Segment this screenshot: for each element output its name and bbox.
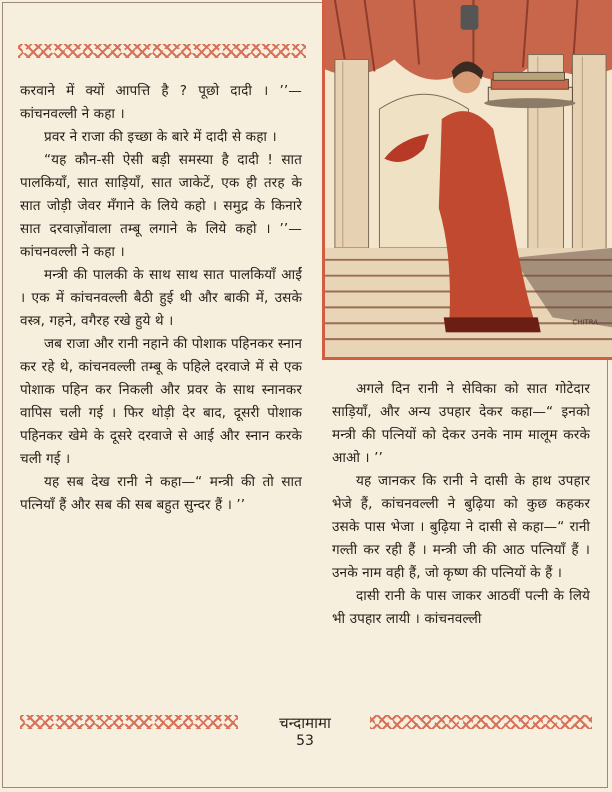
paragraph: अगले दिन रानी ने सेविका को सात गोटेदार साड़ियाँ, और अन्य उपहार देकर कहा—“ इनको मन्त्री की पत्नियों को देकर उनके नाम मालूम करके आओ । ’’ (332, 381, 590, 466)
paragraph: प्रवर ने राजा की इच्छा के बारे में दादी से कहा । (44, 129, 277, 145)
decorative-border-top (18, 44, 306, 58)
decorative-border-bottom-right (370, 715, 592, 729)
paragraph: यह जानकर कि रानी ने दासी के हाथ उपहार भेजे हैं, कांचनवल्ली ने बुढ़िया को कुछ कहकर उसके पास भेजा । बुढ़िया ने दासी से कहा—“ रानी गल्ती कर रही हैं । मन्त्री जी की आठ पत्नियाँ हैं । उनके नाम वही हैं, जो कृष्ण की पत्नियों के हैं । (332, 473, 590, 581)
paragraph: जब राजा और रानी नहाने की पोशाक पहिनकर स्नान कर रहे थे, कांचनवल्ली तम्बू के पहिले दरवाजे में से एक पोशाक पहिन कर निकली और प्रवर के साथ स्नानकर वापिस चली गई । फिर थोड़ी देर बाद, दूसरी पोशाक पहिनकर खेमे के दूसरे दरवाजे से आई और स्नान करके चली गई । (20, 336, 302, 467)
right-text-column (332, 378, 590, 631)
paragraph: दासी रानी के पास जाकर आठवीं पत्नी के लिये भी उपहार लायी । कांचनवल्ली (332, 588, 590, 627)
illustrator-signature: CHITRA (572, 318, 598, 327)
paragraph: मन्त्री की पालकी के साथ साथ सात पालकियाँ आईं । एक में कांचनवल्ली बैठी हुई थी और बाकी में, उसके वस्त्र, गहने, वगैरह रखे हुये थे । (20, 267, 302, 329)
left-text-column (20, 80, 302, 517)
paragraph: करवाने में क्यों आपत्ति है ? पूछो दादी । ’’— कांचनवल्ली ने कहा । (20, 83, 302, 122)
decorative-border-bottom-left (20, 715, 238, 729)
magazine-title: चन्दामामा (279, 714, 331, 732)
illustration-woman-with-tray (325, 0, 612, 357)
page-number: 53 (296, 733, 314, 749)
paragraph: यह सब देख रानी ने कहा—“ मन्त्री की तो सात पत्नियाँ हैं और सब की सब बहुत सुन्दर हैं । ’’ (20, 474, 302, 513)
story-illustration (322, 0, 612, 360)
paragraph: “यह कौन-सी ऐसी बड़ी समस्या है दादी ! सात पालकियाँ, सात साड़ियाँ, सात जाकेटें, एक ही तरह के सात जोड़ी जेवर मँगाने के लिये कहो । समुद्र के किनारे सात दरवाज़ोंवाला तम्बू लगाने के लिये कहो । ’’—कांचनवल्ली ने कहा । (20, 152, 302, 260)
